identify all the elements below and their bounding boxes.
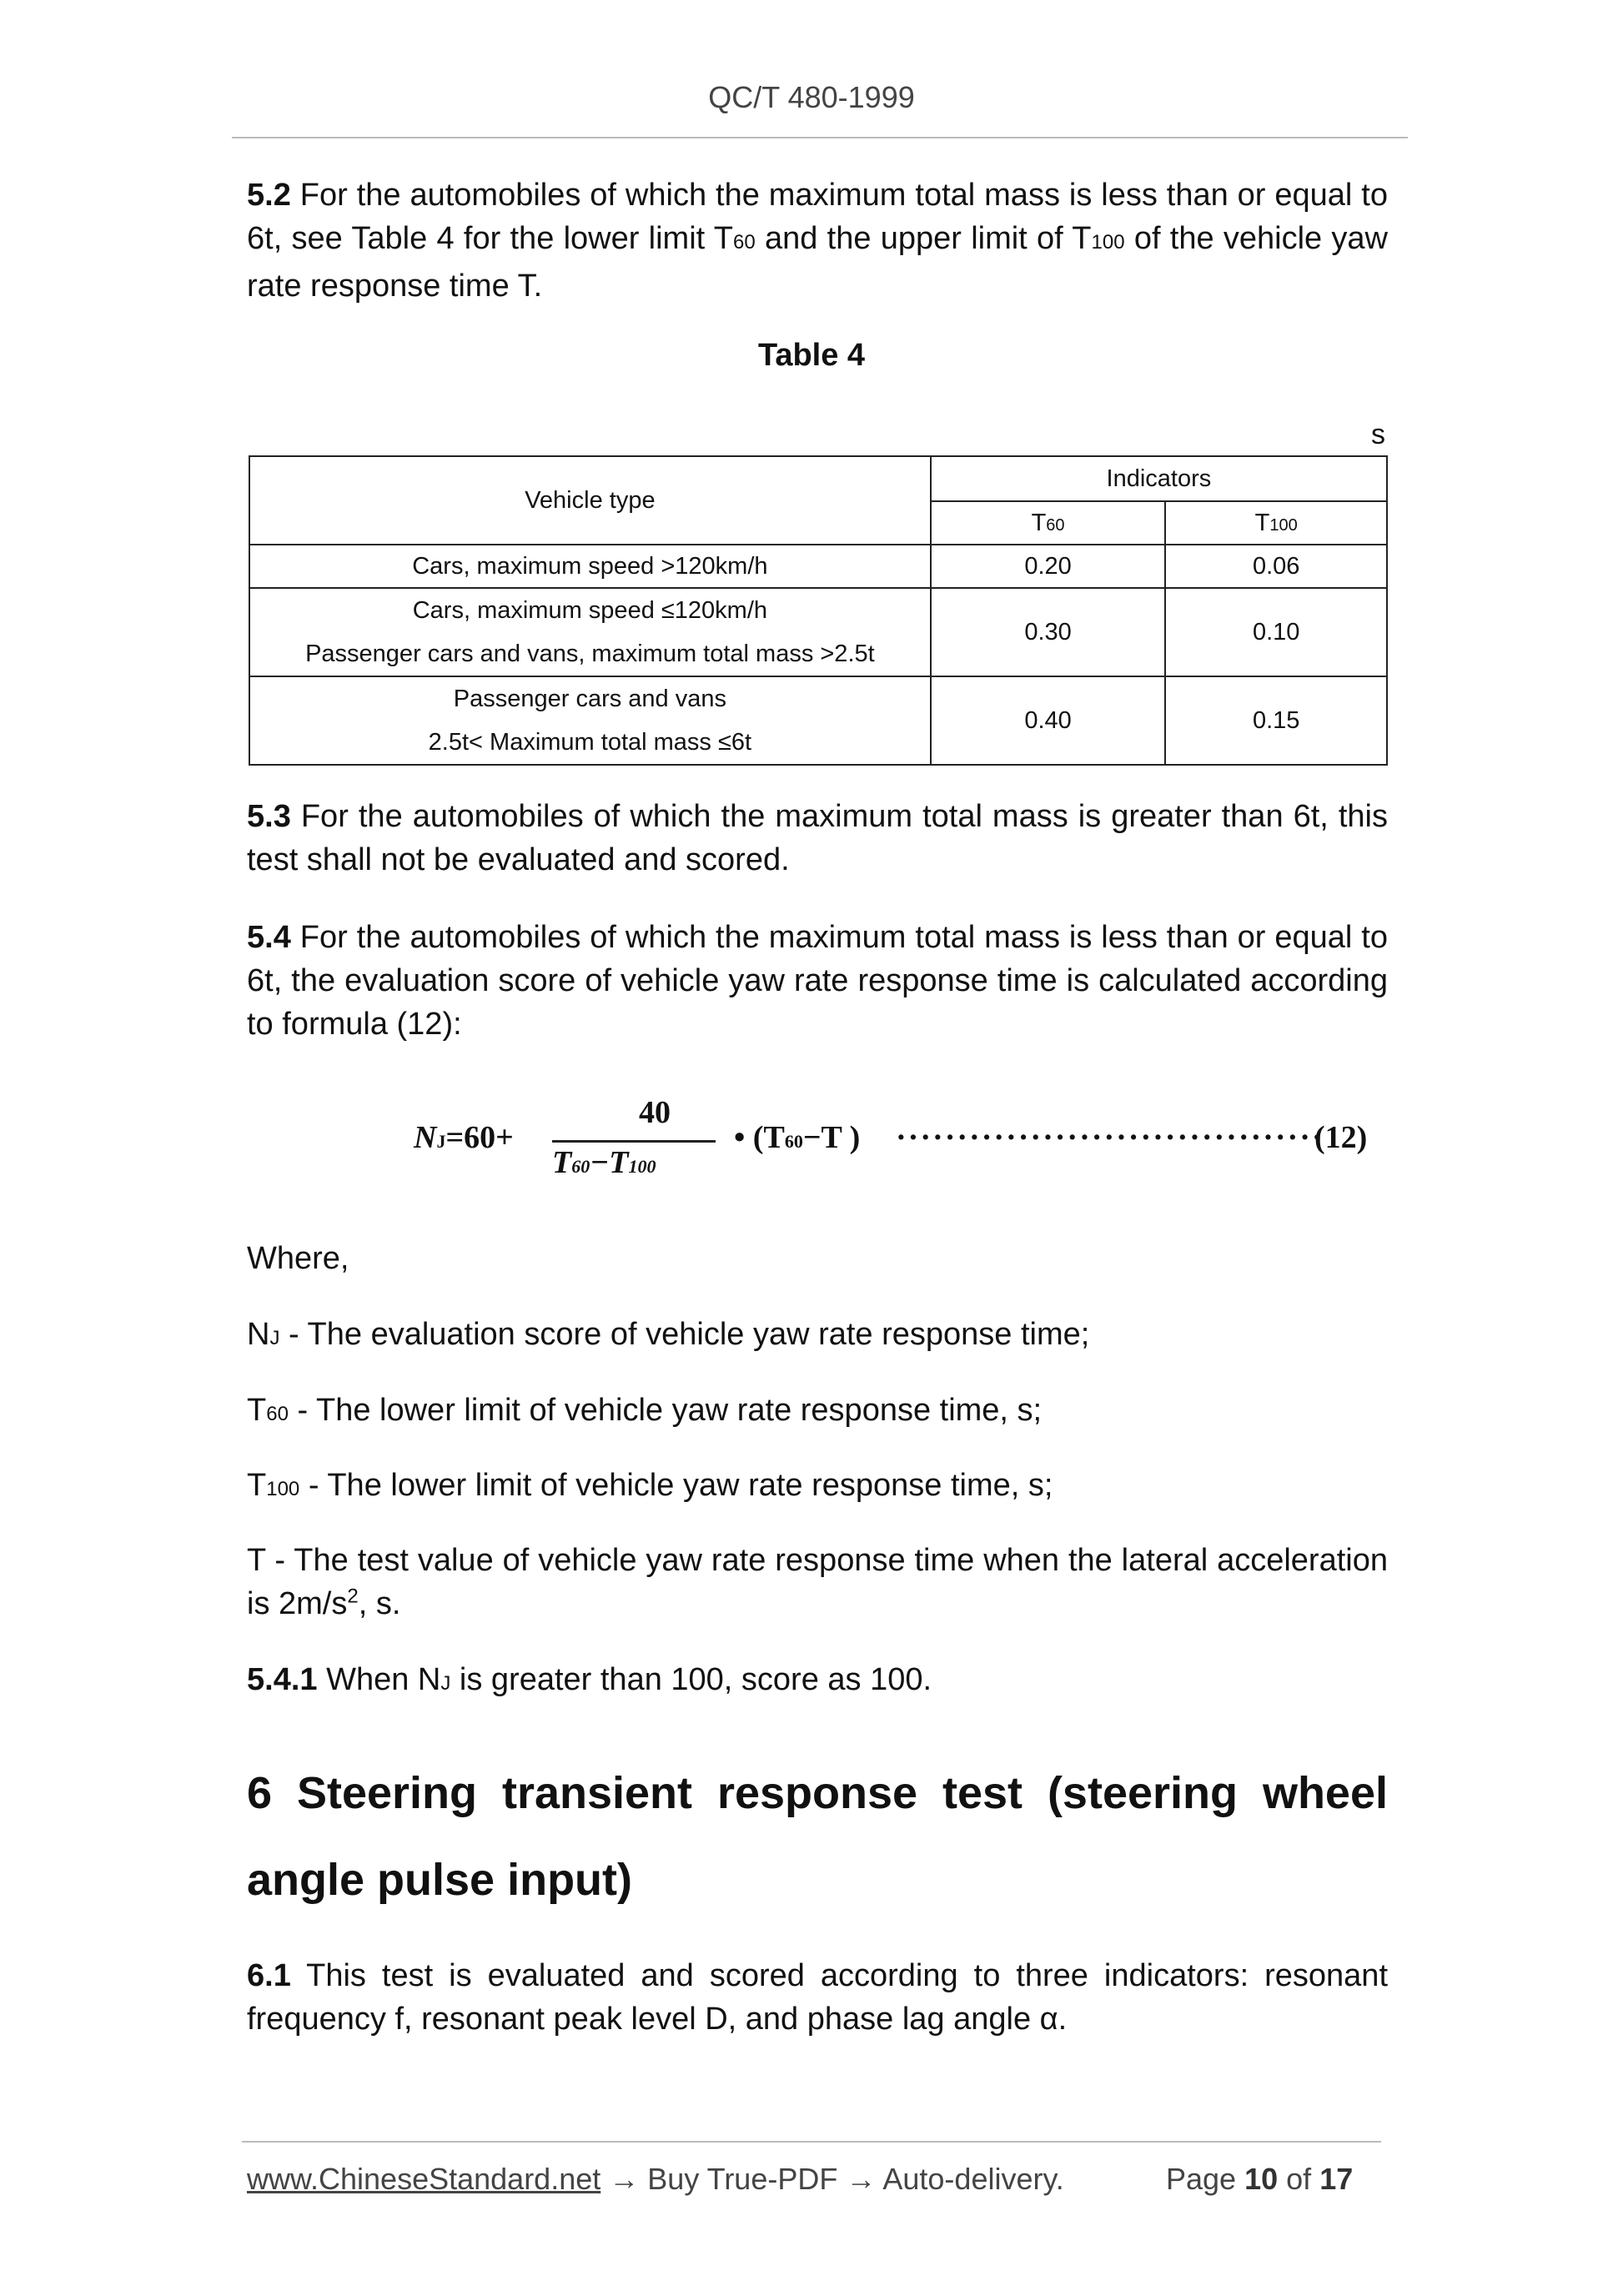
section-6-heading: 6 Steering transient response test (steering wheel angle pulse input) [247,1768,1388,1905]
footer-links [247,2162,1064,2197]
definition-t: T - The test value of vehicle yaw rate response time when the lateral acceleration is $2m/s^2$, s. [247,1543,1388,1621]
header-rule [232,137,1408,138]
arrow-icon: → [846,2162,877,2196]
header-indicators: Indicators [931,456,1387,501]
formula-rhs: • (T60−T ) [734,1120,861,1155]
table-row [249,545,1387,588]
cell-t60: 0.40 [931,676,1166,765]
clause-number: 5.4.1 [247,1662,318,1697]
table-title: Table 4 [757,338,866,373]
clause-number: 5.2 [247,178,291,213]
clause-number: 5.3 [247,799,291,834]
definition-t60: T60 - The lower limit of vehicle yaw rate response time, s; [247,1393,1043,1428]
header-vehicle-type: Vehicle type [249,456,931,545]
definition-t100: T100 - The lower limit of vehicle yaw rate response time, s; [247,1468,1053,1503]
clause-5-4: 5.4 For the automobiles of which the maximum total mass is less than or equal to 6t, the evaluation score of vehicle yaw rate response time is calculated according to formula (12): [247,920,1388,1042]
cell-t100: 0.15 [1165,676,1387,765]
where-label: Where, [247,1241,349,1276]
clause-5-2: 5.2 For the automobiles of which the maximum total mass is less than or equal to 6t, see Table 4 for the lower limit T60 and the upper limit of T100 of the vehicle yaw rate response time T. [247,178,1388,304]
cell-t60: 0.20 [931,545,1166,588]
definition-nj: NJ - The evaluation score of vehicle yaw rate response time; [247,1317,1090,1352]
table-unit: s [1371,419,1385,450]
formula-leader-dots: ··································· [896,1120,1324,1155]
table-4 [249,455,1388,766]
cell-t60: 0.30 [931,588,1166,676]
cell-vehicle-type: Passenger cars and vans 2.5t< Maximum total mass ≤6t [249,676,931,765]
clause-number: 6.1 [247,1958,291,1993]
delivery-text: Auto-delivery. [882,2162,1064,2196]
formula-number: (12) [1314,1120,1368,1155]
table-header-row [249,456,1387,501]
cell-vehicle-type: Cars, maximum speed ≤120km/h Passenger cars and vans, maximum total mass >2.5t [249,588,931,676]
header-t60: T60 [931,501,1166,545]
buy-text: Buy True-PDF [647,2162,838,2196]
fraction-bar [552,1140,716,1143]
site-link[interactable]: www.ChineseStandard.net [247,2162,601,2196]
cell-t100: 0.06 [1165,545,1387,588]
formula-numerator: 40 [639,1095,671,1130]
clause-number: 5.4 [247,920,291,955]
table-row [249,588,1387,676]
clause-5-3: 5.3 For the automobiles of which the maximum total mass is greater than 6t, this test shall not be evaluated and scored. [247,799,1388,877]
page-header-doc-code: QC/T 480-1999 [708,80,915,114]
table-row [249,676,1387,765]
clause-5-4-1: 5.4.1 When NJ is greater than 100, score as 100. [247,1662,932,1697]
arrow-icon: → [609,2162,640,2196]
header-t100: T100 [1165,501,1387,545]
formula-12 [414,1094,1381,1186]
footer-rule [242,2141,1381,2143]
formula-lhs: NJ=60+ [414,1120,514,1155]
clause-6-1: 6.1 This test is evaluated and scored according to three indicators: resonant frequency f, resonant peak level D, and phase lag angle α. [247,1958,1388,2037]
page-number: Page 10 of 17 [1166,2162,1354,2196]
formula-denominator: T60−T100 [552,1145,656,1180]
cell-t100: 0.10 [1165,588,1387,676]
cell-vehicle-type: Cars, maximum speed >120km/h [249,545,931,588]
